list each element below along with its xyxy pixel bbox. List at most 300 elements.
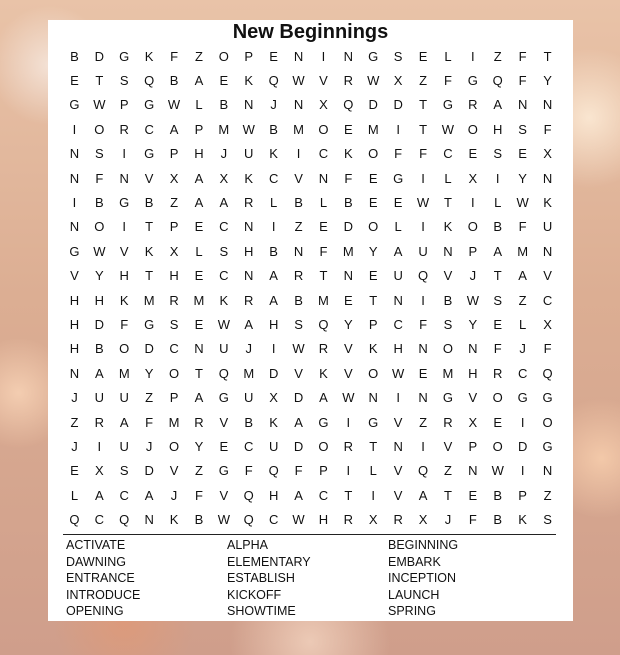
grid-letter[interactable]: C — [542, 292, 553, 308]
grid-letter[interactable]: X — [543, 317, 552, 333]
grid-letter[interactable]: B — [493, 512, 503, 528]
grid-letter[interactable]: Q — [243, 512, 254, 528]
grid-letter[interactable]: N — [119, 170, 129, 186]
grid-letter[interactable]: K — [344, 146, 353, 162]
grid-letter[interactable]: O — [467, 219, 478, 235]
grid-letter[interactable]: Q — [417, 268, 429, 284]
grid-letter[interactable]: R — [244, 195, 254, 211]
grid-letter[interactable]: R — [119, 121, 129, 137]
grid-letter[interactable]: R — [244, 292, 254, 308]
grid-letter[interactable]: E — [344, 292, 353, 308]
grid-letter[interactable]: K — [518, 512, 527, 528]
grid-letter[interactable]: F — [493, 341, 502, 357]
grid-letter[interactable]: T — [145, 219, 154, 235]
grid-letter[interactable]: Y — [144, 365, 154, 381]
grid-letter[interactable]: M — [342, 243, 354, 259]
grid-letter[interactable]: G — [393, 170, 404, 186]
grid-letter[interactable]: D — [293, 439, 304, 455]
grid-letter[interactable]: O — [168, 365, 180, 381]
grid-letter[interactable]: F — [120, 317, 129, 333]
grid-letter[interactable]: G — [144, 97, 155, 113]
grid-letter[interactable]: M — [243, 365, 255, 381]
grid-letter[interactable]: H — [318, 512, 329, 528]
grid-letter[interactable]: G — [368, 48, 379, 64]
grid-letter[interactable]: E — [319, 219, 328, 235]
grid-letter[interactable]: N — [517, 97, 528, 113]
grid-letter[interactable]: I — [296, 146, 301, 162]
grid-letter[interactable]: B — [169, 73, 179, 89]
grid-letter[interactable]: W — [93, 97, 106, 113]
grid-letter[interactable]: G — [517, 390, 528, 406]
grid-letter[interactable]: E — [493, 317, 503, 333]
grid-letter[interactable]: V — [468, 390, 478, 406]
grid-letter[interactable]: Z — [145, 390, 154, 406]
grid-letter[interactable]: G — [144, 146, 155, 162]
grid-letter[interactable]: P — [169, 219, 179, 235]
grid-letter[interactable]: E — [219, 439, 229, 455]
grid-letter[interactable]: V — [219, 414, 229, 430]
grid-letter[interactable]: N — [244, 219, 254, 235]
grid-letter[interactable]: P — [119, 97, 129, 113]
grid-letter[interactable]: B — [70, 48, 79, 64]
grid-letter[interactable]: W — [217, 512, 230, 528]
grid-letter[interactable]: Y — [518, 170, 527, 186]
grid-letter[interactable]: A — [95, 487, 104, 503]
grid-letter[interactable]: G — [144, 317, 155, 333]
grid-letter[interactable]: I — [495, 170, 500, 186]
grid-letter[interactable]: K — [169, 512, 179, 528]
grid-letter[interactable]: C — [169, 341, 179, 357]
grid-letter[interactable]: N — [542, 170, 553, 186]
grid-letter[interactable]: A — [518, 268, 527, 284]
grid-letter[interactable]: E — [70, 463, 79, 479]
grid-letter[interactable]: C — [268, 512, 279, 528]
grid-letter[interactable]: I — [520, 463, 525, 479]
grid-letter[interactable]: Q — [343, 97, 354, 113]
grid-letter[interactable]: O — [542, 414, 553, 430]
grid-letter[interactable]: B — [493, 487, 503, 503]
grid-letter[interactable]: J — [469, 268, 477, 284]
grid-letter[interactable]: O — [218, 48, 229, 64]
grid-letter[interactable]: Q — [218, 365, 229, 381]
grid-letter[interactable]: A — [169, 121, 179, 137]
grid-letter[interactable]: K — [244, 170, 254, 186]
grid-letter[interactable]: V — [294, 365, 303, 381]
grid-letter[interactable]: X — [95, 463, 104, 479]
grid-letter[interactable]: I — [346, 414, 351, 430]
grid-letter[interactable]: V — [393, 414, 403, 430]
grid-letter[interactable]: X — [169, 243, 179, 259]
grid-letter[interactable]: L — [519, 317, 527, 333]
grid-letter[interactable]: U — [244, 390, 254, 406]
grid-letter[interactable]: N — [443, 243, 453, 259]
grid-letter[interactable]: H — [393, 341, 403, 357]
grid-letter[interactable]: N — [318, 170, 329, 186]
grid-letter[interactable]: J — [71, 390, 78, 406]
grid-letter[interactable]: S — [493, 146, 503, 162]
grid-letter[interactable]: S — [219, 243, 229, 259]
grid-letter[interactable]: K — [144, 243, 154, 259]
grid-letter[interactable]: T — [194, 365, 203, 381]
grid-letter[interactable]: W — [516, 195, 529, 211]
grid-letter[interactable]: F — [319, 243, 328, 259]
grid-letter[interactable]: T — [419, 121, 428, 137]
grid-letter[interactable]: I — [97, 439, 102, 455]
grid-letter[interactable]: S — [119, 463, 129, 479]
grid-letter[interactable]: O — [318, 439, 329, 455]
grid-letter[interactable]: R — [343, 439, 354, 455]
grid-letter[interactable]: R — [468, 97, 478, 113]
grid-letter[interactable]: A — [119, 414, 129, 430]
grid-letter[interactable]: E — [194, 219, 204, 235]
grid-letter[interactable]: N — [393, 439, 403, 455]
grid-letter[interactable]: Z — [194, 463, 203, 479]
grid-letter[interactable]: L — [195, 97, 203, 113]
grid-letter[interactable]: N — [542, 243, 553, 259]
grid-letter[interactable]: D — [293, 390, 304, 406]
grid-letter[interactable]: Q — [318, 317, 329, 333]
grid-letter[interactable]: X — [393, 73, 403, 89]
grid-letter[interactable]: D — [144, 341, 154, 357]
grid-letter[interactable]: V — [393, 487, 403, 503]
grid-letter[interactable]: D — [144, 463, 154, 479]
grid-letter[interactable]: A — [418, 487, 428, 503]
grid-letter[interactable]: F — [518, 48, 527, 64]
grid-letter[interactable]: G — [442, 97, 453, 113]
grid-letter[interactable]: Q — [268, 463, 279, 479]
grid-letter[interactable]: N — [69, 219, 80, 235]
grid-letter[interactable]: C — [94, 512, 105, 528]
grid-letter[interactable]: H — [468, 365, 478, 381]
grid-letter[interactable]: V — [119, 243, 129, 259]
grid-letter[interactable]: U — [393, 268, 403, 284]
grid-letter[interactable]: F — [543, 121, 552, 137]
grid-letter[interactable]: B — [269, 121, 278, 137]
grid-letter[interactable]: I — [321, 48, 326, 64]
grid-letter[interactable]: T — [95, 73, 104, 89]
grid-letter[interactable]: V — [169, 463, 179, 479]
grid-letter[interactable]: T — [443, 195, 452, 211]
grid-letter[interactable]: Q — [243, 487, 254, 503]
grid-letter[interactable]: I — [396, 390, 400, 406]
grid-letter[interactable]: N — [293, 97, 304, 113]
grid-letter[interactable]: P — [468, 439, 478, 455]
grid-letter[interactable]: L — [444, 170, 452, 186]
grid-letter[interactable]: X — [319, 97, 328, 113]
grid-letter[interactable]: X — [543, 146, 552, 162]
grid-letter[interactable]: F — [518, 73, 527, 89]
grid-letter[interactable]: K — [219, 292, 229, 308]
grid-letter[interactable]: J — [245, 341, 252, 357]
grid-letter[interactable]: B — [95, 341, 104, 357]
grid-letter[interactable]: X — [269, 390, 278, 406]
grid-letter[interactable]: F — [145, 414, 154, 430]
grid-letter[interactable]: G — [119, 195, 130, 211]
grid-letter[interactable]: W — [242, 121, 255, 137]
grid-letter[interactable]: F — [294, 463, 303, 479]
grid-letter[interactable]: N — [542, 463, 553, 479]
grid-letter[interactable]: E — [468, 146, 478, 162]
grid-letter[interactable]: N — [343, 48, 354, 64]
grid-letter[interactable]: P — [194, 121, 204, 137]
grid-letter[interactable]: E — [70, 73, 79, 89]
grid-letter[interactable]: R — [343, 512, 354, 528]
grid-letter[interactable]: O — [318, 121, 329, 137]
grid-letter[interactable]: Z — [294, 219, 303, 235]
grid-letter[interactable]: T — [369, 292, 378, 308]
grid-letter[interactable]: H — [194, 146, 204, 162]
grid-letter[interactable]: F — [468, 512, 477, 528]
grid-letter[interactable]: K — [144, 48, 154, 64]
grid-letter[interactable]: K — [368, 341, 378, 357]
grid-letter[interactable]: A — [269, 268, 278, 284]
grid-letter[interactable]: T — [319, 268, 328, 284]
grid-letter[interactable]: N — [343, 268, 354, 284]
grid-letter[interactable]: F — [95, 170, 104, 186]
grid-letter[interactable]: X — [468, 414, 478, 430]
grid-letter[interactable]: O — [467, 121, 478, 137]
grid-letter[interactable]: I — [421, 439, 425, 455]
grid-letter[interactable]: E — [269, 48, 278, 64]
grid-letter[interactable]: O — [94, 219, 105, 235]
grid-letter[interactable]: E — [368, 268, 378, 284]
grid-letter[interactable]: A — [294, 414, 303, 430]
grid-letter[interactable]: B — [443, 292, 453, 308]
grid-letter[interactable]: U — [418, 243, 428, 259]
grid-letter[interactable]: T — [344, 487, 353, 503]
grid-letter[interactable]: X — [368, 512, 378, 528]
grid-letter[interactable]: W — [466, 292, 479, 308]
grid-letter[interactable]: P — [368, 317, 378, 333]
grid-letter[interactable]: R — [493, 365, 503, 381]
grid-letter[interactable]: O — [94, 121, 105, 137]
grid-letter[interactable]: J — [220, 146, 228, 162]
grid-letter[interactable]: U — [244, 146, 254, 162]
grid-letter[interactable]: O — [368, 146, 379, 162]
grid-letter[interactable]: A — [219, 195, 229, 211]
grid-letter[interactable]: I — [122, 219, 127, 235]
grid-letter[interactable]: W — [367, 73, 380, 89]
grid-letter[interactable]: V — [294, 170, 303, 186]
grid-letter[interactable]: C — [517, 365, 528, 381]
grid-letter[interactable]: R — [293, 268, 304, 284]
grid-letter[interactable]: V — [443, 268, 453, 284]
grid-letter[interactable]: B — [294, 195, 303, 211]
grid-letter[interactable]: O — [119, 341, 130, 357]
grid-letter[interactable]: G — [69, 243, 80, 259]
grid-letter[interactable]: L — [70, 487, 79, 503]
grid-letter[interactable]: G — [218, 463, 229, 479]
grid-letter[interactable]: B — [144, 195, 154, 211]
grid-letter[interactable]: B — [344, 195, 353, 211]
grid-letter[interactable]: N — [69, 365, 80, 381]
grid-letter[interactable]: Z — [194, 48, 203, 64]
grid-letter[interactable]: V — [344, 341, 353, 357]
grid-letter[interactable]: A — [319, 390, 328, 406]
grid-letter[interactable]: S — [294, 317, 303, 333]
grid-letter[interactable]: F — [443, 73, 452, 89]
grid-letter[interactable]: O — [368, 219, 379, 235]
grid-letter[interactable]: R — [318, 341, 329, 357]
grid-letter[interactable]: T — [419, 97, 428, 113]
grid-letter[interactable]: X — [219, 170, 229, 186]
grid-letter[interactable]: V — [219, 487, 229, 503]
grid-letter[interactable]: N — [293, 243, 304, 259]
grid-letter[interactable]: V — [543, 268, 552, 284]
grid-letter[interactable]: D — [393, 97, 403, 113]
grid-letter[interactable]: Q — [144, 73, 155, 89]
grid-letter[interactable]: Q — [69, 512, 80, 528]
grid-letter[interactable]: L — [369, 463, 377, 479]
grid-letter[interactable]: L — [195, 243, 203, 259]
grid-letter[interactable]: W — [416, 195, 430, 211]
grid-letter[interactable]: S — [443, 317, 453, 333]
grid-letter[interactable]: N — [418, 390, 428, 406]
grid-letter[interactable]: X — [468, 170, 478, 186]
grid-letter[interactable]: P — [518, 487, 527, 503]
grid-letter[interactable]: J — [444, 512, 452, 528]
grid-letter[interactable]: M — [118, 365, 130, 381]
grid-letter[interactable]: A — [244, 317, 254, 333]
grid-letter[interactable]: Z — [170, 195, 179, 211]
grid-letter[interactable]: M — [318, 292, 329, 308]
grid-letter[interactable]: L — [444, 48, 452, 64]
grid-letter[interactable]: V — [319, 73, 328, 89]
grid-letter[interactable]: I — [421, 170, 425, 186]
grid-letter[interactable]: K — [119, 292, 129, 308]
grid-letter[interactable]: Z — [443, 463, 452, 479]
grid-letter[interactable]: A — [269, 292, 278, 308]
grid-letter[interactable]: Z — [543, 487, 552, 503]
grid-letter[interactable]: R — [194, 414, 204, 430]
grid-letter[interactable]: N — [244, 268, 254, 284]
grid-letter[interactable]: J — [270, 97, 277, 113]
grid-letter[interactable]: U — [268, 439, 279, 455]
grid-letter[interactable]: P — [319, 463, 328, 479]
grid-letter[interactable]: H — [268, 487, 279, 503]
grid-letter[interactable]: Z — [70, 414, 79, 430]
grid-letter[interactable]: C — [219, 268, 229, 284]
grid-letter[interactable]: I — [346, 463, 351, 479]
grid-letter[interactable]: K — [319, 365, 328, 381]
grid-letter[interactable]: A — [95, 365, 104, 381]
grid-letter[interactable]: F — [344, 170, 353, 186]
grid-letter[interactable]: F — [394, 146, 403, 162]
grid-letter[interactable]: Z — [419, 73, 428, 89]
grid-letter[interactable]: K — [443, 219, 453, 235]
grid-letter[interactable]: Q — [417, 463, 429, 479]
grid-letter[interactable]: R — [169, 292, 179, 308]
grid-letter[interactable]: W — [167, 97, 181, 113]
grid-letter[interactable]: K — [543, 195, 552, 211]
grid-letter[interactable]: B — [219, 97, 229, 113]
grid-letter[interactable]: A — [393, 243, 403, 259]
grid-letter[interactable]: E — [368, 170, 378, 186]
grid-letter[interactable]: U — [94, 390, 105, 406]
grid-letter[interactable]: Z — [419, 414, 428, 430]
grid-letter[interactable]: Q — [492, 73, 503, 89]
grid-letter[interactable]: B — [244, 414, 254, 430]
grid-letter[interactable]: N — [69, 146, 80, 162]
grid-letter[interactable]: C — [144, 121, 154, 137]
grid-letter[interactable]: H — [119, 268, 129, 284]
grid-letter[interactable]: P — [468, 243, 478, 259]
grid-letter[interactable]: L — [394, 219, 402, 235]
grid-letter[interactable]: H — [493, 121, 503, 137]
grid-letter[interactable]: I — [421, 219, 425, 235]
grid-letter[interactable]: U — [219, 341, 229, 357]
grid-letter[interactable]: C — [393, 317, 403, 333]
grid-letter[interactable]: T — [543, 48, 552, 64]
grid-letter[interactable]: W — [217, 317, 230, 333]
grid-letter[interactable]: T — [369, 439, 378, 455]
grid-letter[interactable]: N — [144, 512, 154, 528]
grid-letter[interactable]: D — [94, 48, 105, 64]
grid-letter[interactable]: B — [294, 292, 303, 308]
grid-letter[interactable]: O — [368, 365, 379, 381]
grid-letter[interactable]: A — [493, 97, 503, 113]
grid-letter[interactable]: E — [493, 414, 503, 430]
grid-letter[interactable]: H — [69, 341, 80, 357]
grid-letter[interactable]: N — [194, 341, 204, 357]
grid-letter[interactable]: O — [442, 341, 453, 357]
grid-letter[interactable]: N — [542, 97, 553, 113]
grid-letter[interactable]: Q — [542, 365, 553, 381]
grid-letter[interactable]: S — [169, 317, 179, 333]
grid-letter[interactable]: J — [519, 341, 526, 357]
grid-letter[interactable]: I — [72, 195, 77, 211]
grid-letter[interactable]: G — [368, 414, 379, 430]
grid-letter[interactable]: U — [542, 219, 553, 235]
grid-letter[interactable]: I — [471, 48, 475, 64]
grid-letter[interactable]: R — [393, 512, 403, 528]
grid-letter[interactable]: S — [119, 73, 129, 89]
grid-letter[interactable]: F — [419, 317, 428, 333]
grid-letter[interactable]: Y — [543, 73, 552, 89]
grid-letter[interactable]: N — [244, 97, 254, 113]
grid-letter[interactable]: Y — [468, 317, 478, 333]
grid-letter[interactable]: G — [467, 73, 478, 89]
grid-letter[interactable]: F — [543, 341, 552, 357]
grid-letter[interactable]: M — [293, 121, 304, 137]
grid-letter[interactable]: N — [69, 170, 80, 186]
grid-letter[interactable]: N — [293, 48, 304, 64]
grid-letter[interactable]: F — [419, 146, 428, 162]
grid-letter[interactable]: T — [145, 268, 154, 284]
grid-letter[interactable]: C — [443, 146, 453, 162]
grid-letter[interactable]: E — [368, 195, 378, 211]
grid-letter[interactable]: M — [168, 414, 180, 430]
grid-letter[interactable]: E — [194, 268, 204, 284]
grid-letter[interactable]: I — [520, 414, 525, 430]
grid-letter[interactable]: R — [343, 73, 354, 89]
grid-letter[interactable]: G — [318, 414, 329, 430]
grid-letter[interactable]: I — [471, 195, 475, 211]
grid-letter[interactable]: E — [393, 195, 403, 211]
grid-letter[interactable]: I — [122, 146, 127, 162]
grid-letter[interactable]: I — [271, 341, 276, 357]
grid-letter[interactable]: K — [269, 146, 278, 162]
grid-letter[interactable]: W — [392, 365, 405, 381]
grid-letter[interactable]: G — [218, 390, 229, 406]
grid-letter[interactable]: P — [169, 146, 179, 162]
grid-letter[interactable]: H — [69, 292, 80, 308]
grid-letter[interactable]: A — [144, 487, 154, 503]
grid-letter[interactable]: D — [368, 97, 378, 113]
grid-letter[interactable]: C — [318, 487, 329, 503]
grid-letter[interactable]: N — [468, 463, 478, 479]
grid-letter[interactable]: H — [169, 268, 179, 284]
